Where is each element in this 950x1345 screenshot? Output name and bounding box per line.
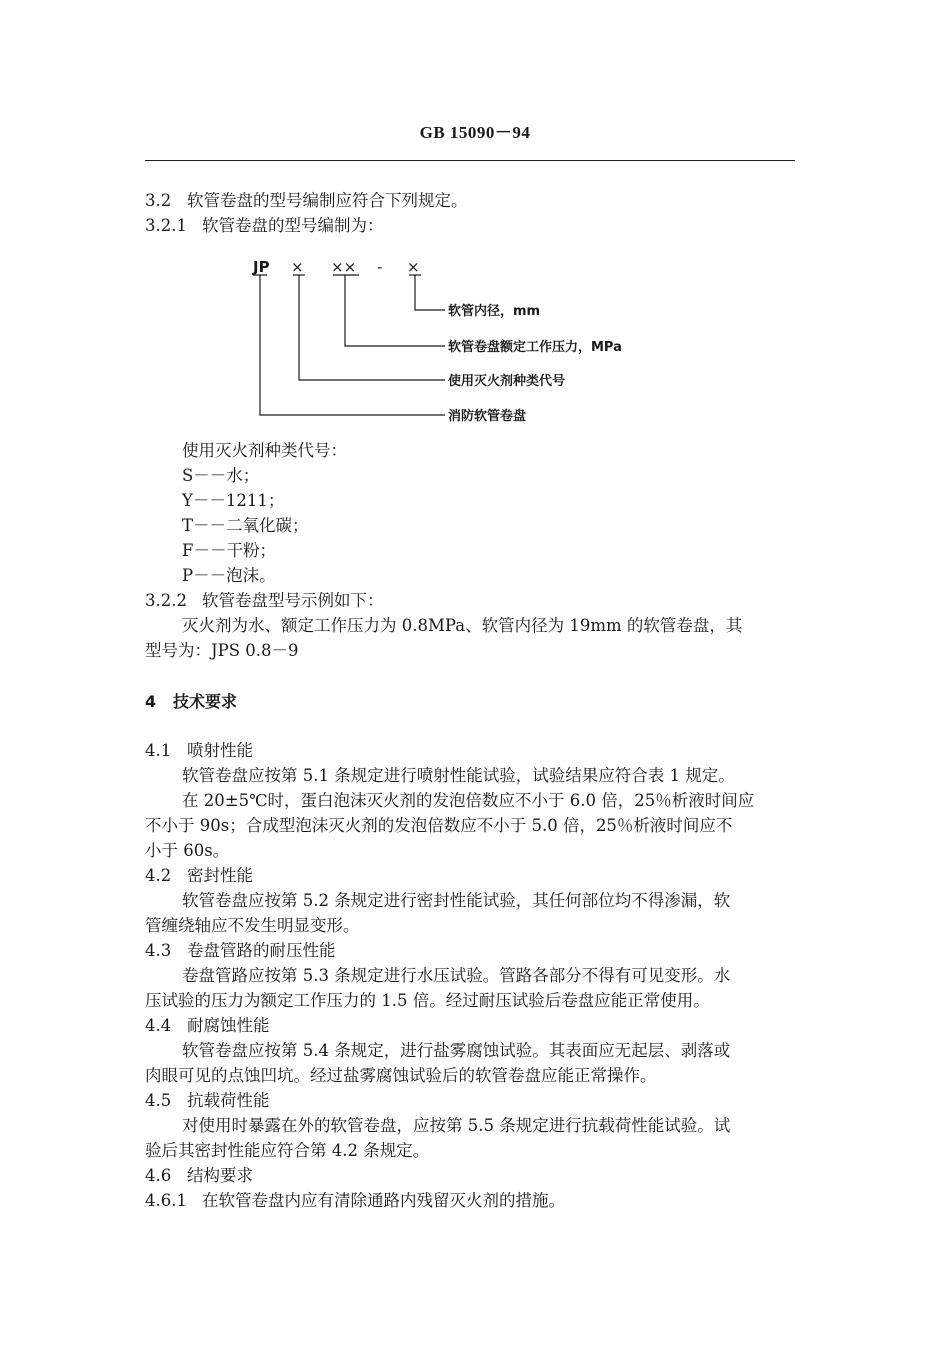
clause-number: 4.5 bbox=[145, 1091, 172, 1110]
clause-title: 喷射性能 bbox=[187, 741, 253, 760]
clause-number: 4.3 bbox=[145, 941, 172, 960]
paragraph-line: 验后其密封性能应符合第 4.2 条规定。 bbox=[145, 1141, 430, 1160]
code-prefix: JP bbox=[253, 258, 270, 276]
leader-line-agent bbox=[299, 275, 445, 380]
code-dash: - bbox=[377, 258, 383, 276]
leader-line-prefix bbox=[260, 275, 445, 415]
paragraph-line: 对使用时暴露在外的软管卷盘，应按第 5.5 条规定进行抗载荷性能试验。试 bbox=[182, 1116, 731, 1135]
paragraph-line: 管缠绕轴应不发生明显变形。 bbox=[145, 916, 360, 935]
clause-text: 软管卷盘型号示例如下： bbox=[202, 591, 384, 610]
clause-title: 卷盘管路的耐压性能 bbox=[187, 941, 336, 960]
paragraph-line: 型号为：JPS 0.8－9 bbox=[145, 641, 299, 660]
header-rule bbox=[145, 160, 795, 161]
clause-4-5 bbox=[145, 1088, 805, 1113]
clause-number: 3.2.1 bbox=[145, 216, 187, 235]
section-title: 技术要求 bbox=[173, 692, 238, 711]
paragraph-line: 卷盘管路应按第 5.3 条规定进行水压试验。管路各部分不得有可见变形。水 bbox=[182, 966, 731, 985]
code-agent: × bbox=[291, 258, 304, 276]
clause-number: 4.4 bbox=[145, 1016, 172, 1035]
section-number: 4 bbox=[145, 692, 157, 711]
label-hose-diameter: 软管内径，mm bbox=[448, 304, 541, 319]
clause-number: 3.2 bbox=[145, 191, 172, 210]
paragraph-line: 在 20±5℃时，蛋白泡沫灭火剂的发泡倍数应不小于 6.0 倍，25％析液时间应 bbox=[182, 791, 755, 810]
agent-types-heading: 使用灭火剂种类代号： bbox=[182, 441, 347, 460]
clause-4-2 bbox=[145, 863, 805, 888]
clause-4-1 bbox=[145, 738, 805, 763]
clause-title: 抗载荷性能 bbox=[187, 1091, 270, 1110]
clause-title: 密封性能 bbox=[187, 866, 253, 885]
clause-text: 软管卷盘的型号编制应符合下列规定。 bbox=[187, 191, 468, 210]
clause-3-2 bbox=[145, 188, 805, 213]
clause-4-4 bbox=[145, 1013, 805, 1038]
section-4-heading bbox=[145, 689, 805, 714]
clause-3-2-2 bbox=[145, 588, 805, 613]
paragraph-line: 灭火剂为水、额定工作压力为 0.8MPa、软管内径为 19mm 的软管卷盘，其 bbox=[182, 616, 743, 635]
paragraph-line: 软管卷盘应按第 5.4 条规定，进行盐雾腐蚀试验。其表面应无起层、剥落或 bbox=[182, 1041, 731, 1060]
paragraph-line: 压试验的压力为额定工作压力的 1.5 倍。经过耐压试验后卷盘应能正常使用。 bbox=[145, 991, 710, 1010]
paragraph-line: 不小于 90s；合成型泡沫灭火剂的发泡倍数应不小于 5.0 倍，25％析液时间应不 bbox=[145, 816, 733, 835]
agent-type-item: Y－－1211； bbox=[182, 491, 285, 510]
agent-type-item: S－－水； bbox=[182, 466, 260, 485]
clause-number: 3.2.2 bbox=[145, 591, 187, 610]
agent-type-item: P－－泡沫。 bbox=[182, 566, 276, 585]
standard-number-header: GB 15090－94 bbox=[419, 123, 531, 142]
agent-type-item: T－－二氧化碳； bbox=[182, 516, 309, 535]
code-pressure: ×× bbox=[331, 258, 357, 276]
paragraph-line: 肉眼可见的点蚀凹坑。经过盐雾腐蚀试验后的软管卷盘应能正常操作。 bbox=[145, 1066, 657, 1085]
clause-4-3 bbox=[145, 938, 805, 963]
clause-4-6-1 bbox=[145, 1188, 805, 1213]
agent-type-item: F－－干粉； bbox=[182, 541, 276, 560]
clause-number: 4.1 bbox=[145, 741, 172, 760]
clause-number: 4.6.1 bbox=[145, 1191, 187, 1210]
clause-text: 在软管卷盘内应有清除通路内残留灭火剂的措施。 bbox=[202, 1191, 565, 1210]
label-hose-reel: 消防软管卷盘 bbox=[448, 409, 527, 424]
model-code-diagram bbox=[245, 250, 705, 430]
paragraph-line: 软管卷盘应按第 5.2 条规定进行密封性能试验，其任何部位均不得渗漏，软 bbox=[182, 891, 731, 910]
clause-title: 结构要求 bbox=[187, 1166, 253, 1185]
clause-number: 4.2 bbox=[145, 866, 172, 885]
label-agent-type: 使用灭火剂种类代号 bbox=[448, 374, 566, 389]
paragraph-line: 软管卷盘应按第 5.1 条规定进行喷射性能试验，试验结果应符合表 1 规定。 bbox=[182, 766, 735, 785]
code-diameter: × bbox=[407, 258, 420, 276]
clause-number: 4.6 bbox=[145, 1166, 172, 1185]
label-working-pressure: 软管卷盘额定工作压力，MPa bbox=[448, 340, 622, 355]
paragraph-line: 小于 60s。 bbox=[145, 841, 230, 860]
clause-text: 软管卷盘的型号编制为： bbox=[202, 216, 384, 235]
leader-line-diameter bbox=[415, 275, 445, 310]
clause-3-2-1 bbox=[145, 213, 805, 238]
clause-title: 耐腐蚀性能 bbox=[187, 1016, 270, 1035]
clause-4-6 bbox=[145, 1163, 805, 1188]
